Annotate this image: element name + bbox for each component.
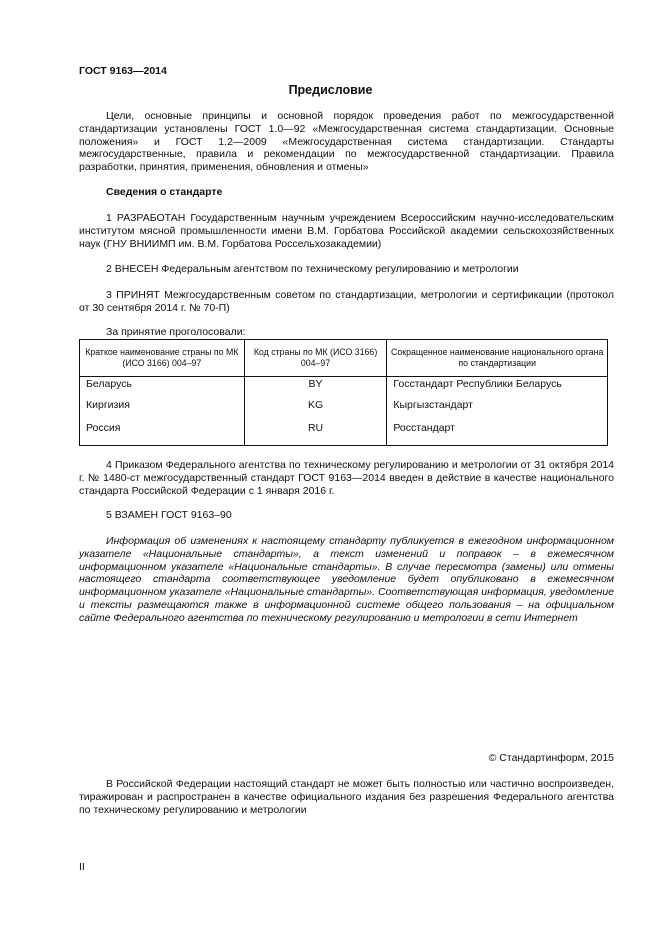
code-cell: RU (244, 422, 387, 446)
info-notice: Информация об изменениях к настоящему стандарту публикуется в ежегодном информационном указателе «Национальные стандарты», а текст изменений и поправок – в ежемесячном информационном указателе «Национальные стандарты». В случае пересмотра (замены) или отмены настоящего стандарта соответствующее уведомление будет опубликовано в ежемесячном информационном указателе «Национальные стандарты». Соответствующая информация, уведомление и тексты размещаются также в информационной системе общего пользования – на официальном сайте Федерального агентства по техническому регулированию и метрологии в сети Интернет (79, 535, 614, 624)
table-header-row (80, 340, 608, 377)
section-heading: Сведения о стандарте (106, 186, 223, 198)
column-header-country: Краткое наименование страны по МК (ИСО 3166) 004–97 (80, 340, 245, 377)
body-cell: Госстандарт Республики Беларусь (387, 377, 608, 400)
column-header-code: Код страны по МК (ИСО 3166) 004–97 (244, 340, 387, 377)
table-row (80, 399, 608, 422)
code-cell: BY (244, 377, 387, 400)
item-3-adopted: 3 ПРИНЯТ Межгосударственным советом по стандартизации, метрологии и сертификации (протокол от 30 сентября 2014 г. № 70-П) (79, 289, 614, 314)
vote-label: За принятие проголосовали: (106, 326, 246, 338)
page-title: Предисловие (288, 83, 373, 97)
item-1-developed: 1 РАЗРАБОТАН Государственным научным учреждением Всероссийским научно-исследовательским институтом мясной промышленности имени В.М. Горбатова Российской академии сельскохозяйственных наук (ГНУ ВНИИМП им. В.М. Горбатова Россельхозакадемии) (79, 212, 614, 250)
country-cell: Беларусь (80, 377, 245, 400)
item-4-order: 4 Приказом Федерального агентства по техническому регулированию и метрологии от 31 октября 2014 г. № 1480-ст межгосударственный стандарт ГОСТ 9163—2014 введен в действие в качестве национального стандарта Российской Федерации с 1 января 2016 г. (79, 459, 614, 497)
item-5-replaces: 5 ВЗАМЕН ГОСТ 9163–90 (106, 509, 232, 521)
code-cell: KG (244, 399, 387, 422)
copyright: © Стандартинформ, 2015 (488, 752, 614, 764)
intro-paragraph: Цели, основные принципы и основной порядок проведения работ по межгосударственной стандартизации установлены ГОСТ 1.0—92 «Межгосударственная система стандартизации. Основные положения» и ГОСТ 1.2—2009 «Межгосударственная система стандартизации. Стандарты межгосударственные, правила и рекомендации по межгосударственной стандартизации. Правила разработки, принятия, применения, обновления и отмены» (79, 110, 614, 174)
table-row (80, 377, 608, 400)
reproduction-notice: В Российской Федерации настоящий стандарт не может быть полностью или частично воспроизведен, тиражирован и распространен в качестве официального издания без разрешения Федерального агентства по техническому регулированию и метрологии (79, 778, 614, 816)
body-cell: Росстандарт (387, 422, 608, 446)
page-number: II (79, 861, 85, 873)
document-code: ГОСТ 9163—2014 (79, 65, 167, 77)
item-2-introduced: 2 ВНЕСЕН Федеральным агентством по техническому регулированию и метрологии (106, 263, 519, 275)
country-cell: Россия (80, 422, 245, 446)
table-row (80, 422, 608, 446)
country-cell: Киргизия (80, 399, 245, 422)
body-cell: Кыргызстандарт (387, 399, 608, 422)
voting-table (79, 339, 608, 446)
column-header-body: Сокращенное наименование национального органа по стандартизации (387, 340, 608, 377)
